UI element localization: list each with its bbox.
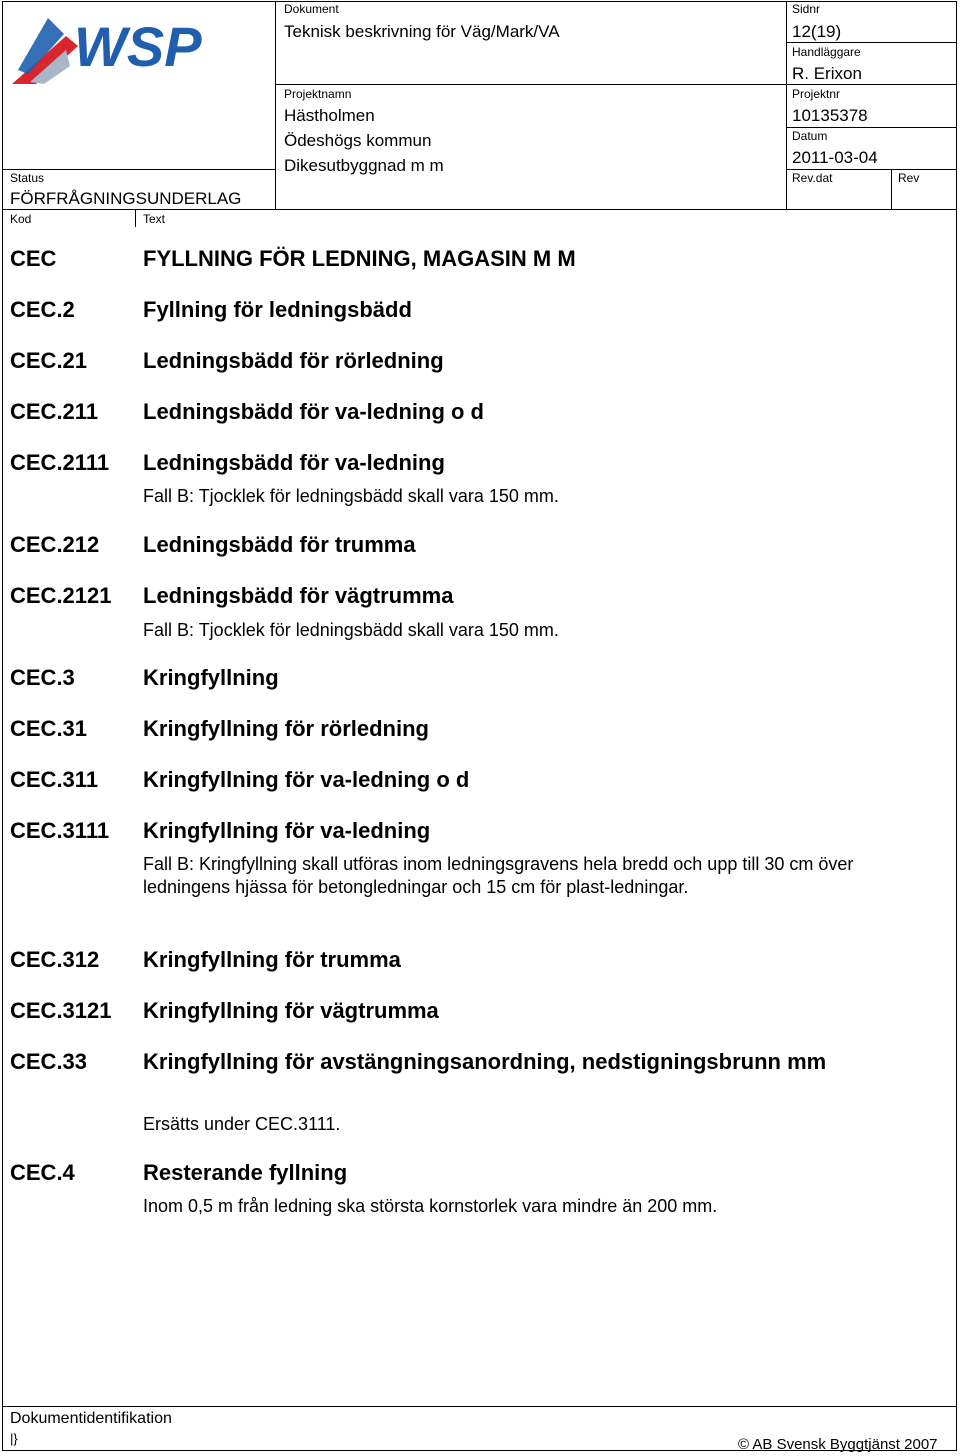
copyright-notice: © AB Svensk Byggtjänst 2007 xyxy=(738,1436,938,1453)
header-rule xyxy=(786,42,957,43)
status-label: Status xyxy=(10,171,45,185)
kod-label: Kod xyxy=(10,212,32,226)
section-heading: Kringfyllning för trumma xyxy=(143,947,401,972)
wsp-logo xyxy=(8,10,238,88)
header-divider xyxy=(275,1,276,209)
section-code: CEC.212 xyxy=(10,532,100,557)
logo-text: WSP xyxy=(74,15,202,78)
section-heading: Kringfyllning för va-ledning xyxy=(143,818,431,843)
dokument-label: Dokument xyxy=(284,2,339,16)
section-code: CEC.2 xyxy=(10,297,75,322)
status-value: FÖRFRÅGNINGSUNDERLAG xyxy=(10,189,242,208)
section-code: CEC.2111 xyxy=(10,450,110,475)
section-heading: Kringfyllning för vägtrumma xyxy=(143,998,439,1023)
handlaggare-label: Handläggare xyxy=(792,45,861,59)
header-rule xyxy=(275,84,957,85)
section-code: CEC.3 xyxy=(10,665,75,690)
section-code: CEC.312 xyxy=(10,947,100,972)
document-id-value: |} xyxy=(10,1431,18,1446)
header-rule xyxy=(786,127,957,128)
section-code: CEC.4 xyxy=(10,1160,75,1185)
sidnr-value: 12(19) xyxy=(792,22,842,41)
section-code: CEC.211 xyxy=(10,399,99,424)
datum-value: 2011-03-04 xyxy=(792,148,878,167)
section-code: CEC.31 xyxy=(10,716,88,741)
document-id-label: Dokumentidentifikation xyxy=(10,1410,172,1427)
section-heading: Kringfyllning för avstängningsanordning, nedstigningsbrunn mm xyxy=(143,1049,827,1074)
section-heading: Ledningsbädd för rörledning xyxy=(143,348,444,373)
text-label: Text xyxy=(143,212,166,226)
section-heading: Kringfyllning för va-ledning o d xyxy=(143,767,470,792)
header-rule xyxy=(786,169,957,170)
section-heading: Resterande fyllning xyxy=(143,1160,348,1185)
header-rule xyxy=(2,209,957,210)
section-heading: Fyllning för ledningsbädd xyxy=(143,297,412,322)
section-heading: FYLLNING FÖR LEDNING, MAGASIN M M xyxy=(143,246,576,271)
section-heading: Ledningsbädd för vägtrumma xyxy=(143,583,454,608)
projektnr-value: 10135378 xyxy=(792,106,868,125)
dokument-value: Teknisk beskrivning för Väg/Mark/VA xyxy=(284,22,560,41)
section-code: CEC.21 xyxy=(10,348,88,373)
section-body: Fall B: Kringfyllning skall utföras inom ledningsgravens hela bredd och upp till 30 cm över ledningens hjässa för betongledningar och 15 cm för plast-ledningar. xyxy=(143,854,854,897)
section-heading: Ledningsbädd för trumma xyxy=(143,532,416,557)
projektnamn-line: Ödeshögs kommun xyxy=(284,131,432,150)
section-code: CEC.33 xyxy=(10,1049,88,1074)
section-code: CEC xyxy=(10,246,57,271)
header-divider xyxy=(135,209,136,227)
header-divider xyxy=(786,1,787,209)
header-divider xyxy=(891,169,892,209)
section-code: CEC.2121 xyxy=(10,583,112,608)
projektnr-label: Projektnr xyxy=(792,87,841,101)
section-code: CEC.311 xyxy=(10,767,99,792)
section-body: Fall B: Tjocklek för ledningsbädd skall vara 150 mm. xyxy=(143,486,559,506)
header-rule xyxy=(2,169,275,170)
section-heading: Kringfyllning för rörledning xyxy=(143,716,429,741)
projektnamn-line: Hästholmen xyxy=(284,106,375,125)
sidnr-label: Sidnr xyxy=(792,2,821,16)
section-heading: Ledningsbädd för va-ledning o d xyxy=(143,399,484,424)
projektnamn-line: Dikesutbyggnad m m xyxy=(284,156,444,175)
footer-rule xyxy=(2,1406,957,1407)
handlaggare-value: R. Erixon xyxy=(792,64,862,83)
section-body: Ersätts under CEC.3111. xyxy=(143,1114,341,1134)
section-heading: Kringfyllning xyxy=(143,665,279,690)
section-heading: Ledningsbädd för va-ledning xyxy=(143,450,445,475)
datum-label: Datum xyxy=(792,129,828,143)
section-body: Inom 0,5 m från ledning ska största kornstorlek vara mindre än 200 mm. xyxy=(143,1196,718,1216)
revdat-label: Rev.dat xyxy=(792,171,833,185)
section-body: Fall B: Tjocklek för ledningsbädd skall vara 150 mm. xyxy=(143,620,559,640)
projektnamn-label: Projektnamn xyxy=(284,87,352,101)
rev-label: Rev xyxy=(898,171,920,185)
section-code: CEC.3111 xyxy=(10,818,110,843)
section-code: CEC.3121 xyxy=(10,998,112,1023)
